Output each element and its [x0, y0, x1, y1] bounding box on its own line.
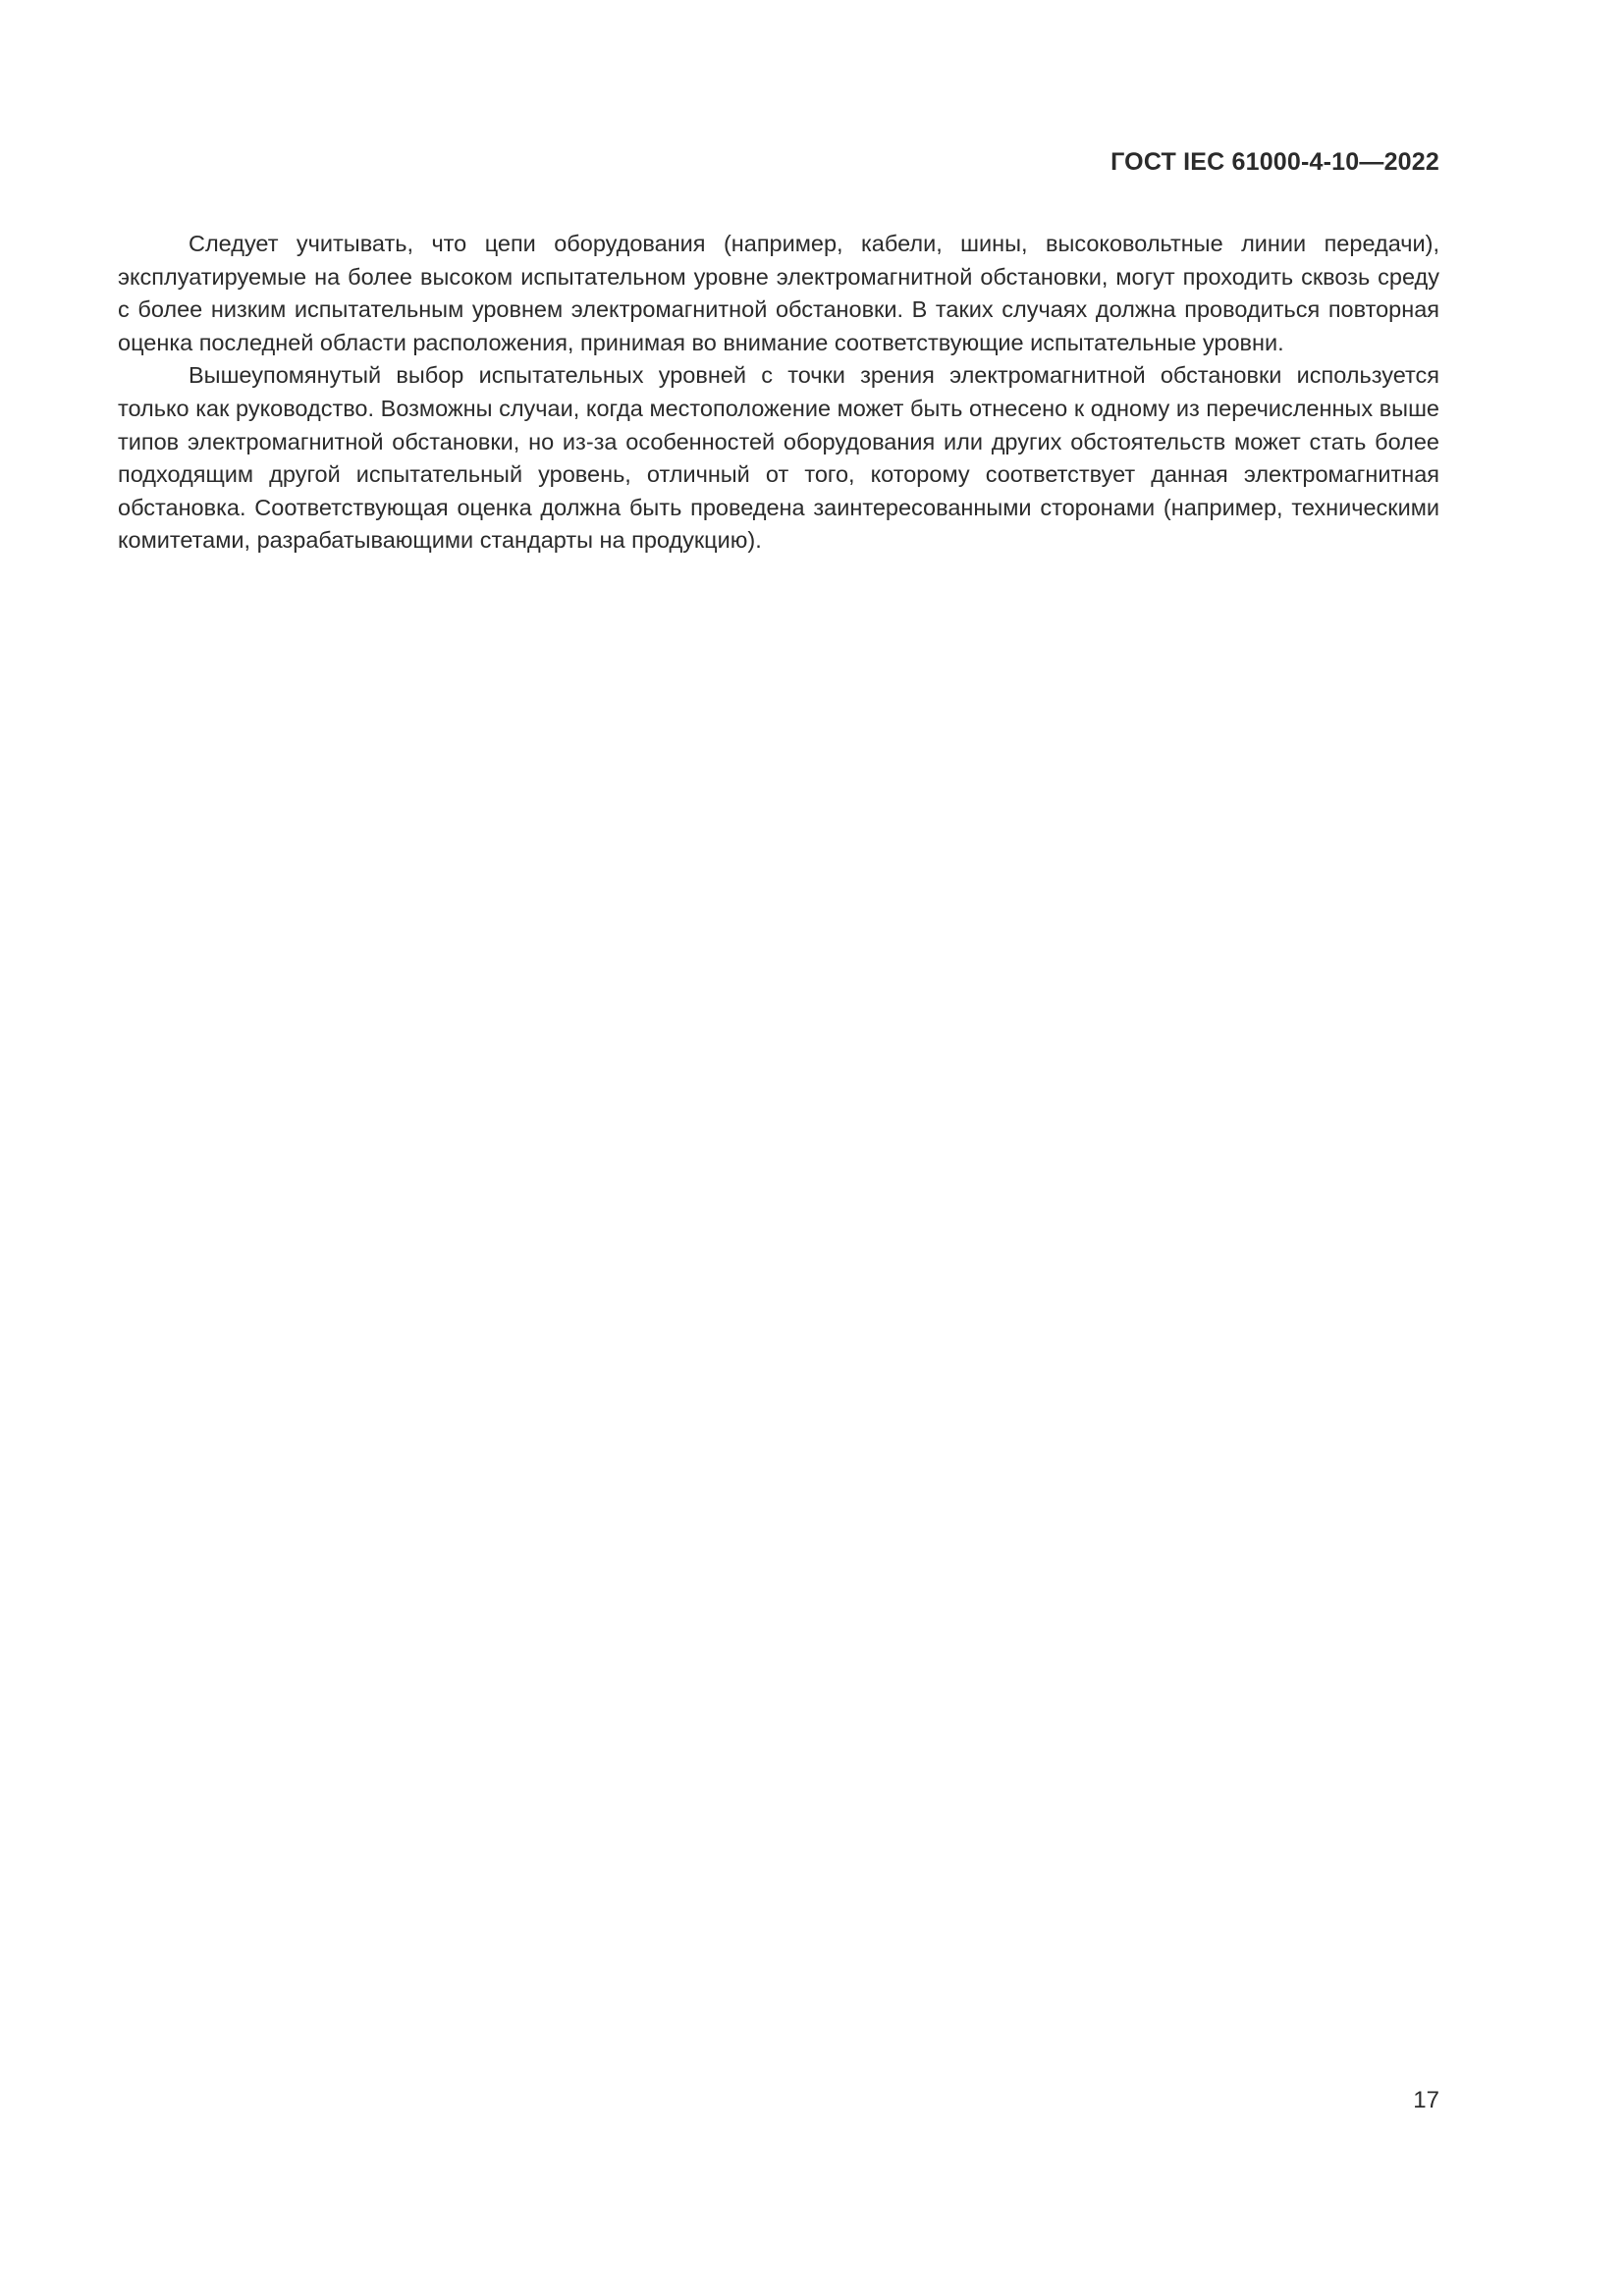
page-number: 17: [1413, 2087, 1439, 2113]
standard-header: ГОСТ IEC 61000-4-10—2022: [1110, 148, 1439, 176]
paragraph-1: Следует учитывать, что цепи оборудования (например, кабели, шины, высоковольтные линии передачи), эксплуатируемые на более высоком испытательном уровне электромагнитной обстановки, могут проходить сквозь среду с более низким испытательным уровнем электромагнитной обстановки. В таких случаях должна проводиться повторная оценка последней области расположения, принимая во внимание соответствующие испытательные уровни.: [118, 231, 1439, 355]
paragraph-2: Вышеупомянутый выбор испытательных уровней с точки зрения электромагнитной обстановки используется только как руководство. Возможны случаи, когда местоположение может быть отнесено к одному из перечисленных выше типов электромагнитной обстановки, но из-за особенностей оборудования или других обстоятельств может стать более подходящим другой испытательный уровень, отличный от того, которому соответствует данная электромагнитная обстановка. Соответствующая оценка должна быть проведена заинтересованными сторонами (например, техническими комитетами, разрабатывающими стандарты на продукцию).: [118, 362, 1439, 554]
body-text: [118, 228, 1439, 558]
